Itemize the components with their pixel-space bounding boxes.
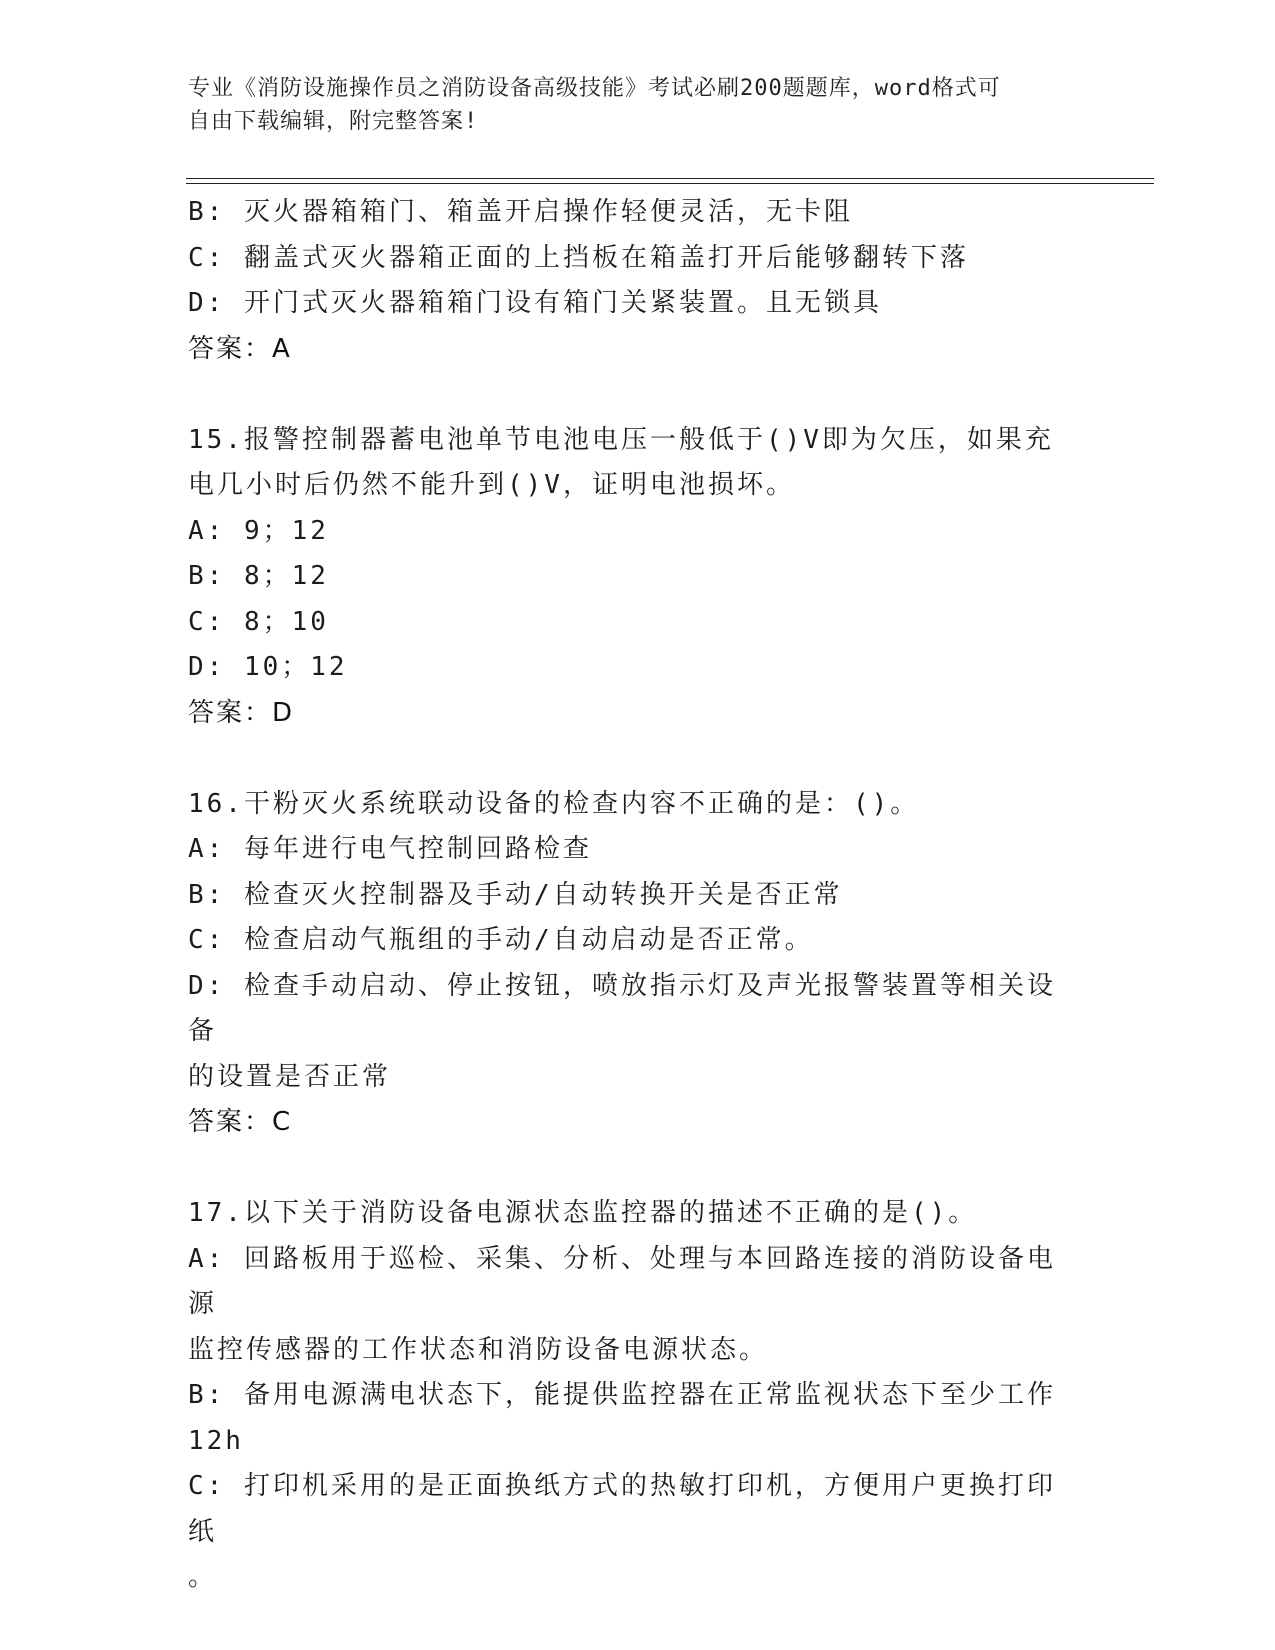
spacer [188,372,1068,418]
spacer [188,736,1068,782]
document-header [188,72,1068,138]
q16-option-d-line-2: 的设置是否正常 [188,1061,392,1092]
q16-option-c: C: 检查启动气瓶组的手动/自动启动是否正常。 [188,925,814,955]
q15-option-d: D: 10；12 [188,652,348,682]
q15-option-b: B: 8；12 [188,561,329,591]
question-17-block [188,1191,1068,1601]
question-16-block [188,782,1068,1146]
q17-option-a-line-2: 监控传感器的工作状态和消防设备电源状态。 [188,1334,769,1365]
header-line-1: 专业《消防设施操作员之消防设备高级技能》考试必刷200题题库，word格式可 [188,76,1001,101]
q16-option-d-line-1: D: 检查手动启动、停止按钮，喷放指示灯及声光报警装置等相关设备 [188,970,1056,1046]
question-14-block [188,190,1068,372]
q14-answer: 答案：A [188,333,292,364]
q16-answer: 答案：C [188,1107,293,1137]
header-divider-bottom [186,183,1154,184]
q14-option-d: D: 开门式灭火器箱箱门设有箱门关紧装置。且无锁具 [188,288,882,318]
q16-option-a: A: 每年进行电气控制回路检查 [188,834,592,864]
q16-option-b: B: 检查灭火控制器及手动/自动转换开关是否正常 [188,879,843,910]
spacer [188,1146,1068,1192]
header-divider-top [186,178,1154,179]
q15-stem-line-1: 15.报警控制器蓄电池单节电池电压一般低于()V即为欠压，如果充 [188,424,1054,455]
q16-stem: 16.干粉灭火系统联动设备的检查内容不正确的是：()。 [188,788,920,819]
question-content [188,190,1068,1601]
q17-option-c-line-2: 。 [188,1562,218,1592]
q17-option-a-line-1: A: 回路板用于巡检、采集、分析、处理与本回路连接的消防设备电源 [188,1243,1056,1319]
q17-option-b-line-1: B: 备用电源满电状态下，能提供监控器在正常监视状态下至少工作 [188,1380,1056,1410]
q14-option-b: B: 灭火器箱箱门、箱盖开启操作轻便灵活，无卡阻 [188,197,853,227]
q17-option-b-line-2: 12h [188,1425,244,1456]
q15-answer: 答案：D [188,697,295,728]
q17-option-c-line-1: C: 打印机采用的是正面换纸方式的热敏打印机，方便用户更换打印纸 [188,1471,1056,1547]
q15-option-c: C: 8；10 [188,606,329,637]
header-line-2: 自由下载编辑，附完整答案! [188,109,479,134]
q15-stem-line-2: 电几小时后仍然不能升到()V，证明电池损坏。 [188,470,795,500]
question-15-block [188,418,1068,737]
q15-option-a: A: 9；12 [188,515,329,546]
q17-stem: 17.以下关于消防设备电源状态监控器的描述不正确的是()。 [188,1198,978,1228]
q14-option-c: C: 翻盖式灭火器箱正面的上挡板在箱盖打开后能够翻转下落 [188,242,969,273]
